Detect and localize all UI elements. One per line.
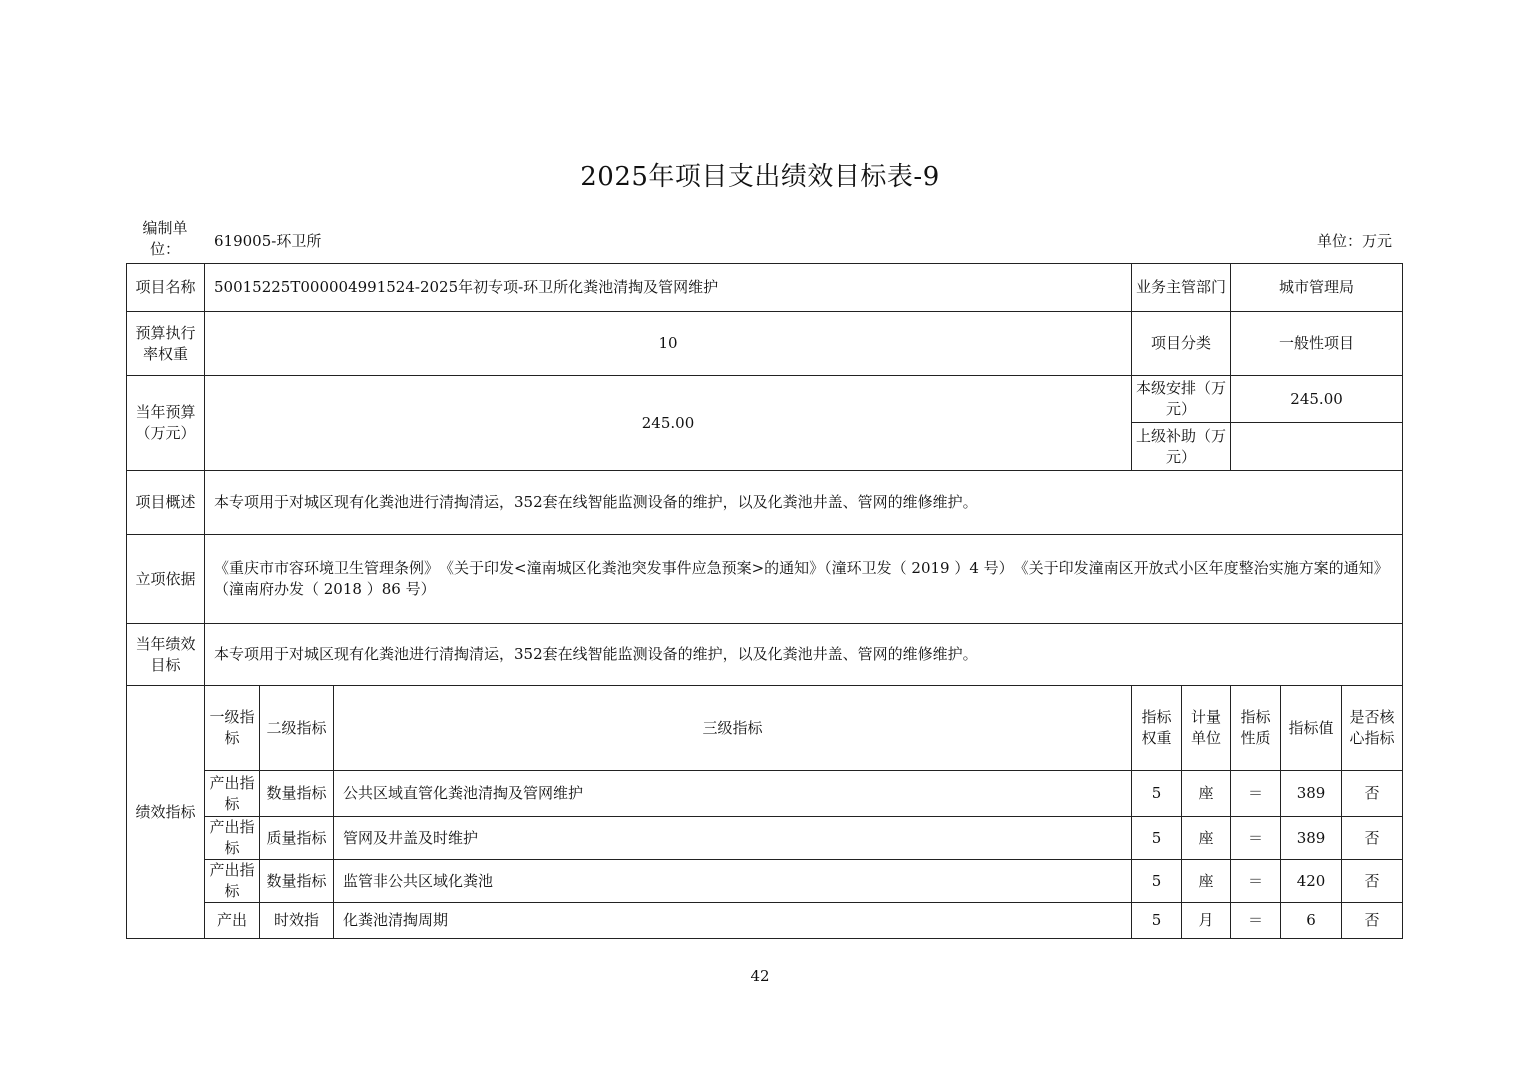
upper-funding-value — [1231, 423, 1403, 471]
annual-budget-label: 当年预算（万元） — [127, 376, 205, 471]
row-weight: 5 — [1132, 903, 1182, 939]
row-unit: 座 — [1182, 771, 1231, 817]
row-level3: 化粪池清掏周期 — [334, 903, 1132, 939]
row-level3: 监管非公共区域化粪池 — [334, 860, 1132, 903]
category-label: 项目分类 — [1132, 312, 1231, 376]
row-unit: 座 — [1182, 860, 1231, 903]
table-row — [127, 860, 1403, 903]
org-unit-value: 619005-环卫所 — [214, 232, 322, 250]
row-unit: 月 — [1182, 903, 1231, 939]
header-value: 指标值 — [1281, 686, 1342, 771]
row-core: 否 — [1342, 860, 1403, 903]
table-row — [127, 903, 1403, 939]
org-unit-label: 编制单位： — [142, 219, 188, 258]
row-nature: ＝ — [1231, 771, 1281, 817]
row-weight: 5 — [1132, 771, 1182, 817]
table-row — [127, 817, 1403, 860]
row-level2: 时效指 — [260, 903, 334, 939]
annual-budget-value: 245.00 — [205, 376, 1132, 471]
header-level1: 一级指标 — [205, 686, 260, 771]
table-row — [127, 771, 1403, 817]
row-value: 389 — [1281, 771, 1342, 817]
currency-unit: 单位：万元 — [1316, 232, 1392, 250]
row-value: 389 — [1281, 817, 1342, 860]
row-level1: 产出指标 — [205, 771, 260, 817]
header-nature: 指标性质 — [1231, 686, 1281, 771]
row-level2: 数量指标 — [260, 771, 334, 817]
row-core: 否 — [1342, 903, 1403, 939]
upper-funding-label: 上级补助（万元） — [1132, 423, 1231, 471]
row-nature: ＝ — [1231, 817, 1281, 860]
header-level3: 三级指标 — [334, 686, 1132, 771]
category-value: 一般性项目 — [1231, 312, 1403, 376]
project-name-value: 50015225T000004991524-2025年初专项-环卫所化粪池清掏及管网维护 — [205, 264, 1132, 312]
rate-weight-label: 预算执行率权重 — [127, 312, 205, 376]
row-core: 否 — [1342, 771, 1403, 817]
page-number: 42 — [750, 967, 770, 985]
row-level2: 数量指标 — [260, 860, 334, 903]
page-title: 2025年项目支出绩效目标表-9 — [580, 162, 940, 192]
row-level3: 管网及井盖及时维护 — [334, 817, 1132, 860]
overview-value: 本专项用于对城区现有化粪池进行清掏清运，352套在线智能监测设备的维护，以及化粪池井盖、管网的维修维护。 — [205, 471, 1403, 535]
header-core: 是否核心指标 — [1342, 686, 1403, 771]
row-core: 否 — [1342, 817, 1403, 860]
row-unit: 座 — [1182, 817, 1231, 860]
row-level2: 质量指标 — [260, 817, 334, 860]
overview-label: 项目概述 — [127, 471, 205, 535]
basis-label: 立项依据 — [127, 535, 205, 624]
basis-value: 《重庆市市容环境卫生管理条例》 《关于印发<潼南城区化粪池突发事件应急预案>的通知》（潼环卫发（ 2019 ）4 号） 《关于印发潼南区开放式小区年度整治实施方案的通知》（潼南府办发（ 2018 ）86 号） — [205, 535, 1403, 624]
local-funding-label: 本级安排（万元） — [1132, 376, 1231, 423]
header-unit: 计量单位 — [1182, 686, 1231, 771]
row-level1: 产出指标 — [205, 817, 260, 860]
row-value: 420 — [1281, 860, 1342, 903]
header-level2: 二级指标 — [260, 686, 334, 771]
row-level1: 产出指标 — [205, 860, 260, 903]
row-nature: ＝ — [1231, 903, 1281, 939]
row-value: 6 — [1281, 903, 1342, 939]
row-level3: 公共区域直管化粪池清掏及管网维护 — [334, 771, 1132, 817]
rate-weight-value: 10 — [205, 312, 1132, 376]
annual-goal-label: 当年绩效目标 — [127, 624, 205, 686]
annual-goal-value: 本专项用于对城区现有化粪池进行清掏清运，352套在线智能监测设备的维护，以及化粪池井盖、管网的维修维护。 — [205, 624, 1403, 686]
row-level1: 产出 — [205, 903, 260, 939]
dept-value: 城市管理局 — [1231, 264, 1403, 312]
row-weight: 5 — [1132, 860, 1182, 903]
local-funding-value: 245.00 — [1231, 376, 1403, 423]
row-weight: 5 — [1132, 817, 1182, 860]
row-nature: ＝ — [1231, 860, 1281, 903]
indicators-section-label: 绩效指标 — [127, 686, 205, 939]
performance-target-table — [126, 263, 1403, 939]
project-name-label: 项目名称 — [127, 264, 205, 312]
header-weight: 指标权重 — [1132, 686, 1182, 771]
dept-label: 业务主管部门 — [1132, 264, 1231, 312]
